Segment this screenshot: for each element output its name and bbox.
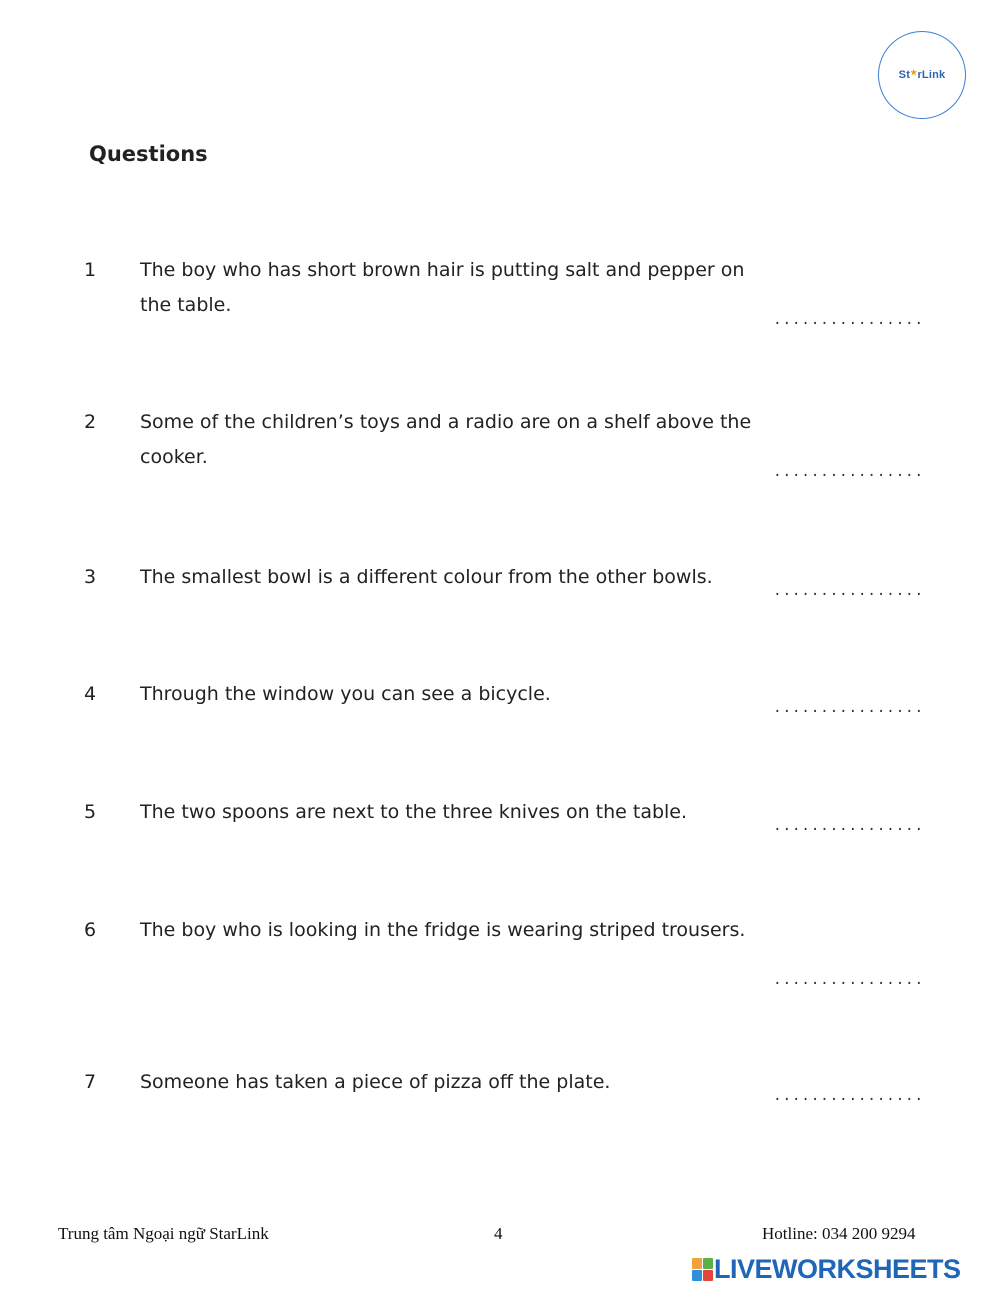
liveworksheets-icon <box>692 1258 712 1280</box>
liveworksheets-watermark <box>692 1254 961 1284</box>
star-icon: ★ <box>910 68 918 77</box>
answer-blank[interactable]: ................ <box>773 312 924 328</box>
question-number: 6 <box>84 919 97 941</box>
question-number: 1 <box>84 259 97 281</box>
question-5 <box>84 795 924 835</box>
question-text: Someone has taken a piece of pizza off the plate. <box>140 1071 611 1093</box>
page-number: 4 <box>494 1224 503 1243</box>
question-4 <box>84 677 924 717</box>
question-text: The two spoons are next to the three knives on the table. <box>140 801 688 823</box>
watermark-text: LIVEWORKSHEETS <box>714 1253 961 1284</box>
question-text: Through the window you can see a bicycle. <box>140 683 551 705</box>
page-title: Questions <box>89 142 208 166</box>
question-6 <box>84 913 924 993</box>
question-number: 2 <box>84 411 97 433</box>
footer-hotline: Hotline: 034 200 9294 <box>762 1224 916 1243</box>
answer-blank[interactable]: ................ <box>773 972 924 988</box>
answer-blank[interactable]: ................ <box>773 1088 924 1104</box>
question-2 <box>84 405 924 485</box>
question-text: Some of the children’s toys and a radio are on a shelf above the cooker. <box>140 411 752 468</box>
question-3 <box>84 560 924 600</box>
question-number: 4 <box>84 683 97 705</box>
question-text: The smallest bowl is a different colour from the other bowls. <box>140 566 713 588</box>
starlink-logo <box>878 31 966 119</box>
answer-blank[interactable]: ................ <box>773 700 924 716</box>
question-text: The boy who is looking in the fridge is wearing striped trousers. <box>140 919 746 941</box>
answer-blank[interactable]: ................ <box>773 818 924 834</box>
question-number: 7 <box>84 1071 97 1093</box>
question-number: 3 <box>84 566 97 588</box>
question-number: 5 <box>84 801 97 823</box>
question-7 <box>84 1065 924 1105</box>
logo-text: St★rLink <box>898 68 946 81</box>
footer-center-name: Trung tâm Ngoại ngữ StarLink <box>58 1224 269 1243</box>
answer-blank[interactable]: ................ <box>773 583 924 599</box>
answer-blank[interactable]: ................ <box>773 464 924 480</box>
question-1 <box>84 253 924 333</box>
question-text: The boy who has short brown hair is putting salt and pepper on the table. <box>140 259 745 316</box>
